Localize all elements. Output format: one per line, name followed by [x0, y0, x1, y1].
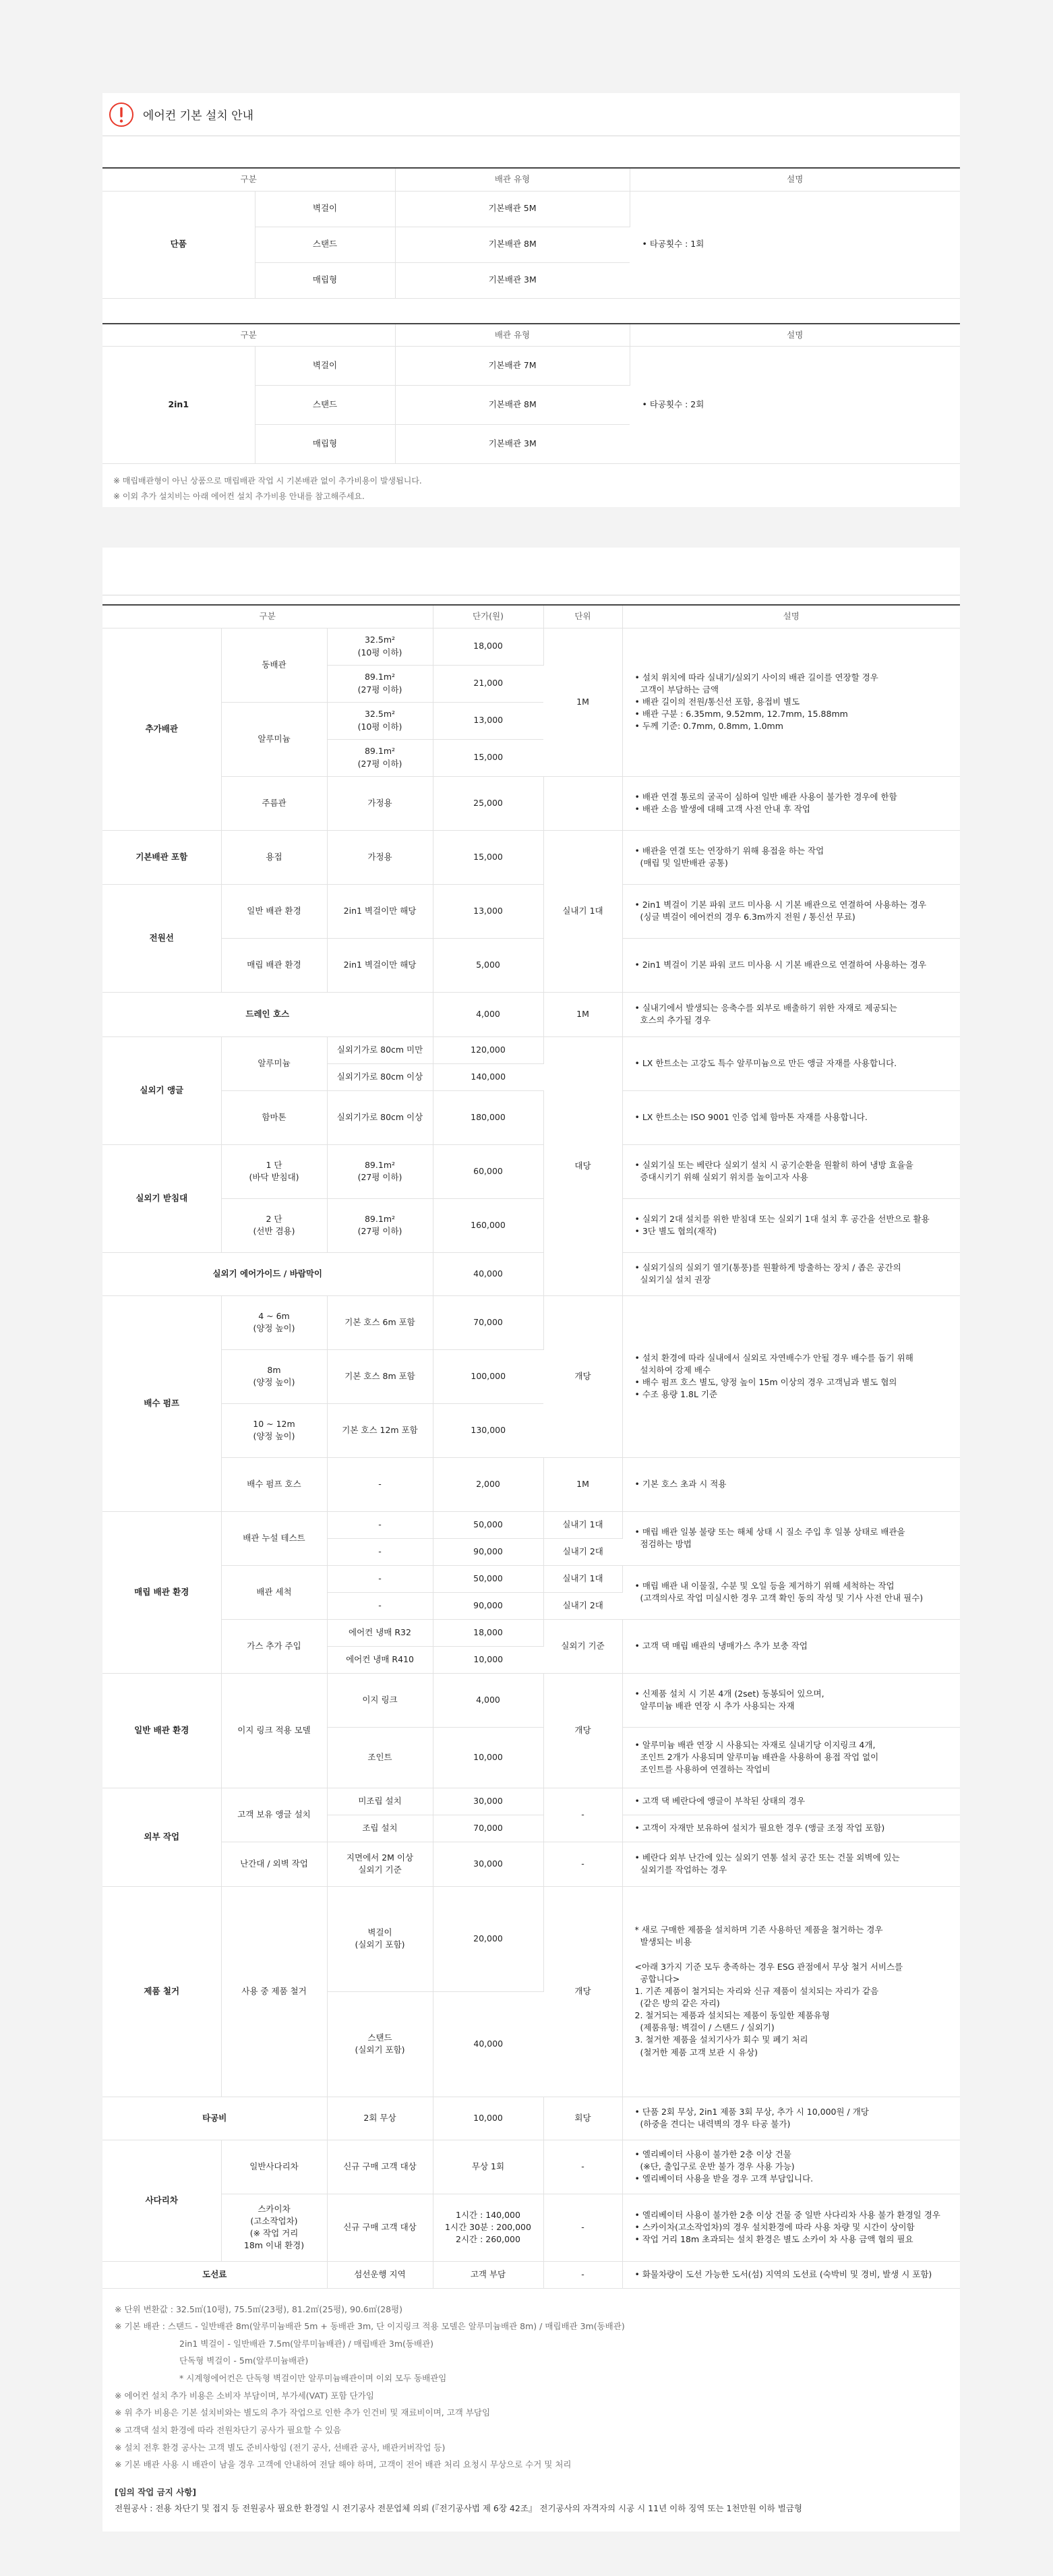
note-line: ※ 위 추가 비용은 기본 설치비와는 별도의 추가 작업으로 인한 추가 인건비 및 재료비이며, 고객 부담임	[115, 2407, 491, 2418]
single-unit-table	[102, 167, 960, 299]
note-line: ※ 에어컨 설치 추가 비용은 소비자 부담이며, 부가세(VAT) 포함 단가임	[115, 2390, 374, 2401]
spec-cell: 기본 호스 8m 포함	[327, 1349, 433, 1403]
desc-cell	[622, 2261, 960, 2288]
desc-line: • 실외기실의 실외기 열기(통풍)를 원활하게 방출하는 장치 / 좁은 공간의 실외기실 설치 권장	[634, 1262, 901, 1285]
price-cell: 50,000	[433, 1511, 543, 1538]
price-cell: 무상 1회	[433, 2140, 543, 2194]
header-category: 구분	[102, 605, 433, 628]
sub-cell: 배관 누설 테스트	[221, 1511, 327, 1565]
desc-cell	[622, 628, 960, 776]
desc-line: • 2in1 벽걸이 기본 파워 코드 미사용 시 기본 배관으로 연결하여 사용하는 경우 (싱글 벽걸이 에어컨의 경우 6.3m까지 전원 / 통신선 무료)	[634, 899, 927, 922]
spec-cell: 2회 무상	[327, 2097, 433, 2140]
unit-cell: -	[543, 1788, 622, 1842]
spec-cell: 에어컨 냉매 R32	[327, 1619, 433, 1646]
desc-line: • 배관 길이의 전원/통신선 포함, 용접비 별도	[634, 696, 800, 707]
unit-cell: 실외기 기준	[543, 1619, 622, 1673]
cat-cell: 도선료	[102, 2261, 327, 2288]
unit-cell: -	[543, 2261, 622, 2288]
cat-cell: 실외기 에어가이드 / 바람막이	[102, 1252, 433, 1295]
desc-cell	[622, 2194, 960, 2261]
sub-cell: 사용 중 제품 철거	[221, 1886, 327, 2097]
cat-cell: 실외기 받침대	[102, 1144, 221, 1252]
header-unit: 단위	[543, 605, 622, 628]
desc-line: • 고객 댁 매립 배관의 냉매가스 추가 보충 작업	[634, 1640, 808, 1651]
spec-cell: 벽걸이 (실외기 포함)	[327, 1886, 433, 1991]
desc-cell: • 타공횟수 : 2회	[630, 347, 960, 464]
cat-cell: 추가배관	[102, 628, 221, 830]
unit-cell: 개당	[543, 1673, 622, 1788]
unit-cell: -	[543, 2194, 622, 2261]
install-basic-card	[102, 93, 960, 507]
desc-line: • 엘리베이터 사용이 불가한 2층 이상 건물 (※단, 출입구로 운반 불가 경우 사용 가능)	[634, 2148, 795, 2171]
cat-cell: 전원선	[102, 884, 221, 992]
pipe-cell: 기본배관 7M	[395, 347, 630, 386]
desc-line: • 실외기실 또는 베란다 실외기 설치 시 공기순환을 원활히 하여 냉방 효율을 증대시키기 위해 실외기 위치를 높이고자 사용	[634, 1159, 913, 1182]
desc-line: • 배관 연결 통로의 굴곡이 심하여 일반 배관 사용이 불가한 경우에 한함	[634, 791, 897, 802]
price-cell: 30,000	[433, 1788, 543, 1815]
price-cell: 100,000	[433, 1349, 543, 1403]
unit-cell: 개당	[543, 1886, 622, 2097]
spec-cell: 89.1m² (27평 이하)	[327, 1198, 433, 1252]
desc-cell	[622, 1886, 960, 2097]
price-cell: 10,000	[433, 2097, 543, 2140]
section-title: 에어컨 기본 설치 안내	[143, 109, 254, 123]
sub-cell: 난간대 / 외벽 작업	[221, 1842, 327, 1886]
desc-line: • 단품 2회 무상, 2in1 제품 3회 무상, 추가 시 10,000원 / 개당 (하중을 견디는 내력벽의 경우 타공 불가)	[634, 2106, 869, 2129]
pipe-cell: 기본배관 3M	[395, 262, 630, 298]
desc-line: • 실내기에서 발생되는 응축수를 외부로 배출하기 위한 자재로 제공되는 호스의 추가될 경우	[634, 1002, 897, 1025]
price-cell: 30,000	[433, 1842, 543, 1886]
price-cell: 2,000	[433, 1457, 543, 1511]
spec-cell: 32.5m² (10평 이하)	[327, 628, 433, 665]
desc-line: * 새로 구매한 제품을 설치하며 기존 사용하던 제품을 철거하는 경우 발생되는 비용	[634, 1925, 883, 1948]
header-pipe-type: 배관 유형	[395, 168, 630, 191]
sub-cell: 함마톤	[221, 1090, 327, 1144]
desc-line: 1. 기존 제품이 철거되는 자리와 신규 제품이 설치되는 자리가 같음 (같은 방의 같은 자리)	[634, 1985, 879, 2009]
twin-unit-table	[102, 323, 960, 465]
prohibited-work-text: 전원공사 : 전용 차단기 및 접지 등 전원공사 필요한 환경일 시 전기공사 전문업체 의뢰 (『전기공사법 제 6장 42조』 전기공사의 자격자의 시공 시 11년 이하 징역 또는 1천만원 이하 벌금형	[115, 2502, 802, 2513]
desc-line: • 엘리베이터 사용을 받을 경우 고객 부담입니다.	[634, 2173, 814, 2184]
note-line: * 시계형에어컨은 단독형 벽걸이만 알루미늄배관이며 이외 모두 동배관임	[179, 2373, 447, 2383]
extra-cost-card	[102, 548, 960, 2531]
spec-cell: 실외기가로 80cm 이상	[327, 1090, 433, 1144]
desc-cell: • 타공횟수 : 1회	[630, 191, 960, 298]
desc-cell	[622, 830, 960, 884]
desc-cell	[622, 992, 960, 1036]
desc-cell	[622, 1565, 960, 1619]
price-cell: 13,000	[433, 702, 543, 739]
price-cell: 4,000	[433, 992, 543, 1036]
desc-line: 2. 철거되는 제품과 설치되는 제품이 동일한 제품유형 (제품유형: 벽걸이 / 스탠드 / 실외기)	[634, 2010, 830, 2033]
desc-cell	[622, 1511, 960, 1565]
sub-cell: 10 ~ 12m (양정 높이)	[221, 1403, 327, 1457]
price-cell: 180,000	[433, 1090, 543, 1144]
sub-cell: 스카이차 (고소작업차) (※ 작업 거리 18m 이내 환경)	[221, 2194, 327, 2261]
desc-line: • 두께 기준: 0.7mm, 0.8mm, 1.0mm	[634, 721, 783, 732]
pipe-cell: 기본배관 3M	[395, 425, 630, 464]
sub-cell: 알루미늄	[221, 702, 327, 776]
price-cell: 160,000	[433, 1198, 543, 1252]
note-line: ※ 단위 변환값 : 32.5㎡(10평), 75.5㎡(23평), 81.2㎡(25평), 90.6㎡(28평)	[115, 2304, 403, 2314]
unit-cell: 실내기 2대	[543, 1538, 622, 1565]
unit-cell: 1M	[543, 992, 622, 1036]
cat-cell: 제품 철거	[102, 1886, 221, 2097]
desc-cell	[622, 1788, 960, 1815]
desc-line: • 작업 거리 18m 초과되는 설치 환경은 별도 소카이 차 사용 금액 협의 필요	[634, 2234, 913, 2245]
price-cell: 15,000	[433, 830, 543, 884]
spec-cell: 2in1 벽걸이만 해당	[327, 938, 433, 992]
desc-cell	[622, 1295, 960, 1457]
cat-cell: 실외기 앵글	[102, 1036, 221, 1144]
unit-cell: 실내기 1대	[543, 1511, 622, 1538]
type-cell: 스탠드	[255, 386, 395, 425]
desc-cell	[622, 1036, 960, 1090]
unit-cell: 회당	[543, 2097, 622, 2140]
sub-cell: 8m (양정 높이)	[221, 1349, 327, 1403]
desc-line: • 알루미늄 배관 연장 시 사용되는 자재로 실내기당 이지링크 4개, 조인트 2개가 사용되며 알루미늄 배관을 사용하여 용접 작업 없이 조인트를 사용하여 연결하는 작업비	[634, 1739, 879, 1775]
spec-cell: -	[327, 1592, 433, 1619]
note-line: ※ 이외 추가 설치비는 아래 에어컨 설치 추가비용 안내를 참고해주세요.	[113, 491, 365, 501]
desc-line: • 고객 댁 베란다에 앵글이 부착된 상태의 경우	[634, 1795, 806, 1806]
type-cell: 스탠드	[255, 227, 395, 262]
desc-line: • LX 한트소는 고강도 특수 알루미늄으로 만든 앵글 자재를 사용합니다.	[634, 1057, 897, 1068]
header-category: 구분	[102, 168, 395, 191]
desc-line: <아래 3가지 기준 모두 충족하는 경우 ESG 관점에서 무상 철거 서비스를 공합니다>	[634, 1961, 903, 1984]
prohibited-work-notice	[102, 2473, 960, 2530]
unit-cell: 1M	[543, 628, 622, 776]
header-description: 설명	[622, 605, 960, 628]
desc-cell	[622, 1842, 960, 1886]
spec-cell: -	[327, 1565, 433, 1592]
price-cell: 18,000	[433, 1619, 543, 1646]
sub-cell: 일반사다리차	[221, 2140, 327, 2194]
prohibited-work-title: [임의 작업 금지 사항]	[115, 2486, 197, 2497]
desc-line: • LX 한트소는 ISO 9001 인증 업체 함마톤 자재를 사용합니다.	[634, 1111, 868, 1122]
spec-cell: 실외기가로 80cm 이상	[327, 1063, 433, 1090]
spec-cell: 미조립 설치	[327, 1788, 433, 1815]
spec-cell: 조인트	[327, 1727, 433, 1788]
spec-cell: 이지 링크	[327, 1673, 433, 1727]
spec-cell: 기본 호스 12m 포함	[327, 1403, 433, 1457]
cat-cell: 타공비	[102, 2097, 327, 2140]
header-description: 설명	[630, 168, 960, 191]
desc-cell	[622, 2097, 960, 2140]
sub-cell: 주름관	[221, 776, 327, 830]
pipe-cell: 기본배관 5M	[395, 191, 630, 227]
note-line: 2in1 벽걸이 - 일반배관 7.5m(알루미늄배관) / 매립배관 3m(동배관)	[179, 2338, 434, 2349]
unit-cell: 실내기 1대	[543, 830, 622, 992]
spec-cell: 가정용	[327, 830, 433, 884]
desc-line: • 엘리베이터 사용이 불가한 2층 이상 건물 중 일반 사다리차 사용 불가 환경일 경우	[634, 2209, 940, 2220]
section1-notes	[102, 464, 960, 522]
desc-line: • 스카이차(고소작업차)의 경우 설치환경에 따라 사용 차량 및 시간이 상이함	[634, 2221, 915, 2232]
warning-icon	[108, 101, 135, 128]
unit-cell: -	[543, 2140, 622, 2194]
price-cell: 25,000	[433, 776, 543, 830]
type-cell: 매립형	[255, 425, 395, 464]
desc-cell	[622, 776, 960, 830]
spec-cell: 실외기가로 80cm 미만	[327, 1036, 433, 1063]
price-cell: 18,000	[433, 628, 543, 665]
unit-cell: 실내기 2대	[543, 1592, 622, 1619]
price-cell: 15,000	[433, 739, 543, 776]
header-price: 단가(원)	[433, 605, 543, 628]
desc-line: • 기본 호스 초과 시 적용	[634, 1478, 727, 1489]
price-cell: 13,000	[433, 884, 543, 938]
spec-cell: -	[327, 1538, 433, 1565]
price-cell: 40,000	[433, 1252, 543, 1295]
unit-cell: 실내기 1대	[543, 1565, 622, 1592]
note-line: ※ 매립배관형이 아닌 상품으로 매립배관 작업 시 기본배관 없이 추가비용이 발생됩니다.	[113, 476, 422, 486]
price-cell: 90,000	[433, 1592, 543, 1619]
sub-cell: 배관 세척	[221, 1565, 327, 1619]
type-cell: 벽걸이	[255, 347, 395, 386]
sub-cell: 4 ~ 6m (양정 높이)	[221, 1295, 327, 1349]
sub-cell: 가스 추가 주입	[221, 1619, 327, 1673]
price-cell: 21,000	[433, 665, 543, 702]
spec-cell: 가정용	[327, 776, 433, 830]
desc-line: • 배수 펌프 호스 별도, 양정 높이 15m 이상의 경우 고객님과 별도 협의	[634, 1377, 897, 1387]
spec-cell: 32.5m² (10평 이하)	[327, 702, 433, 739]
section2-notes	[102, 2289, 960, 2473]
desc-cell	[622, 2140, 960, 2194]
type-cell: 벽걸이	[255, 191, 395, 227]
header-description: 설명	[630, 324, 960, 347]
price-cell: 4,000	[433, 1673, 543, 1727]
unit-cell: 1M	[543, 1457, 622, 1511]
price-cell: 70,000	[433, 1815, 543, 1842]
price-cell: 130,000	[433, 1403, 543, 1457]
note-line: ※ 고객댁 설치 환경에 따라 전원차단기 공사가 필요할 수 있음	[115, 2424, 342, 2435]
spec-cell: -	[327, 1457, 433, 1511]
spec-cell: 89.1m² (27평 이하)	[327, 739, 433, 776]
cat-cell: 외부 작업	[102, 1788, 221, 1886]
group-label: 2in1	[102, 347, 255, 464]
header-pipe-type: 배관 유형	[395, 324, 630, 347]
sub-cell: 배수 펌프 호스	[221, 1457, 327, 1511]
cat-cell: 사다리차	[102, 2140, 221, 2261]
spec-cell: 섬선운행 지역	[327, 2261, 433, 2288]
note-line: 단독형 벽걸이 - 5m(알루미늄배관)	[179, 2355, 309, 2366]
spec-cell: 조립 설치	[327, 1815, 433, 1842]
desc-line: • 고객이 자재만 보유하여 설치가 필요한 경우 (앵글 조정 작업 포함)	[634, 1822, 885, 1833]
pipe-cell: 기본배관 8M	[395, 227, 630, 262]
price-cell: 10,000	[433, 1727, 543, 1788]
desc-line: • 배관을 연결 또는 연장하기 위해 용접을 하는 작업 (매립 및 일반배관 공통)	[634, 845, 824, 868]
section-title-bar	[102, 93, 960, 136]
desc-line: • 실외기 2대 설치를 위한 받침대 또는 실외기 1대 설치 후 공간을 선반으로 활용	[634, 1213, 930, 1224]
note-line: ※ 기본 배관 : 스탠드 - 일반배관 8m(알루미늄배관 5m + 동배관 3m, 단 이지링크 적용 모델은 알루미늄배관 8m) / 매립배관 3m(동배관)	[115, 2321, 625, 2332]
price-cell: 70,000	[433, 1295, 543, 1349]
desc-line	[635, 1949, 951, 1961]
desc-cell	[622, 1457, 960, 1511]
spec-cell: 2in1 벽걸이만 해당	[327, 884, 433, 938]
sub-cell: 1 단 (바닥 받침대)	[221, 1144, 327, 1198]
price-cell: 60,000	[433, 1144, 543, 1198]
price-cell: 5,000	[433, 938, 543, 992]
spec-cell: 에어컨 냉매 R410	[327, 1646, 433, 1673]
desc-cell	[622, 884, 960, 938]
unit-cell: -	[543, 1842, 622, 1886]
cat-cell: 매립 배관 환경	[102, 1511, 221, 1673]
sub-cell: 알루미늄	[221, 1036, 327, 1090]
header-category: 구분	[102, 324, 395, 347]
price-cell: 10,000	[433, 1646, 543, 1673]
desc-line: • 화물차량이 도선 가능한 도서(섬) 지역의 도선료 (숙박비 및 경비, 발생 시 포함)	[634, 2268, 932, 2279]
sub-cell: 용접	[221, 830, 327, 884]
desc-line: • 배관 구분 : 6.35mm, 9.52mm, 12.7mm, 15.88mm	[634, 709, 848, 720]
desc-cell	[622, 1673, 960, 1727]
note-line: ※ 설치 전후 환경 공사는 고객 별도 준비사항임 (전기 공사, 선배관 공사, 배관커버작업 등)	[115, 2442, 446, 2453]
unit-cell	[543, 776, 622, 830]
desc-line: • 신제품 설치 시 기본 4개 (2set) 동봉되어 있으며, 알루미늄 배관 연장 시 추가 사용되는 자재	[634, 1688, 824, 1711]
note-line: ※ 기본 배관 사용 시 배관이 남을 경우 고객에 안내하여 전달 해야 하며, 고객이 전어 배관 처리 요청시 무상으로 수거 및 처리	[115, 2459, 572, 2470]
spec-cell: -	[327, 1511, 433, 1538]
desc-line: • 2in1 벽걸이 기본 파워 코드 미사용 시 기본 배관으로 연결하여 사용하는 경우	[634, 959, 927, 970]
desc-cell	[622, 938, 960, 992]
sub-cell: 이지 링크 적용 모델	[221, 1673, 327, 1788]
spec-cell: 지면에서 2M 이상 실외기 기준	[327, 1842, 433, 1886]
unit-cell: 대당	[543, 1036, 622, 1295]
desc-line: • 3단 별도 협의(재작)	[634, 1226, 717, 1236]
spec-cell: 89.1m² (27평 이하)	[327, 665, 433, 702]
desc-line: 3. 철거한 제품을 설치기사가 회수 및 폐기 처리 (철거한 제품 고객 보관 시 유상)	[634, 2035, 808, 2057]
desc-line: • 매립 배관 내 이물질, 수분 및 오일 등을 제거하기 위해 세척하는 작업 (고객의사로 작업 미실시한 경우 고객 확인 동의 작성 및 기사 사전 안내 필수)	[634, 1580, 924, 1603]
price-cell: 120,000	[433, 1036, 543, 1063]
spec-cell: 89.1m² (27평 이하)	[327, 1144, 433, 1198]
desc-cell	[622, 1815, 960, 1842]
type-cell: 매립형	[255, 262, 395, 298]
extra-cost-table	[102, 604, 960, 2289]
price-cell: 90,000	[433, 1538, 543, 1565]
desc-line: • 매립 배관 일봉 불량 또는 해체 상태 시 질소 주입 후 일봉 상태로 배관을 점검하는 방법	[634, 1526, 905, 1549]
desc-line: • 베란다 외부 난간에 있는 실외기 연통 설치 공간 또는 건물 외벽에 있는 실외기를 작업하는 경우	[634, 1852, 900, 1875]
sub-cell: 매립 배관 환경	[221, 938, 327, 992]
pipe-cell: 기본배관 8M	[395, 386, 630, 425]
sub-cell: 2 단 (선반 겸용)	[221, 1198, 327, 1252]
price-cell: 20,000	[433, 1886, 543, 1991]
price-cell: 50,000	[433, 1565, 543, 1592]
cat-cell: 기본배관 포함	[102, 830, 221, 884]
price-cell: 40,000	[433, 1991, 543, 2097]
spec-cell: 신규 구매 고객 대상	[327, 2194, 433, 2261]
cat-cell: 일반 배관 환경	[102, 1673, 221, 1788]
extra-cost-title-bar	[102, 548, 960, 595]
unit-cell: 개당	[543, 1295, 622, 1457]
desc-line: • 설치 환경에 따라 실내에서 실외로 자연배수가 안될 경우 배수를 돕기 위해 설치하여 강제 배수	[634, 1352, 913, 1375]
spec-cell: 신규 구매 고객 대상	[327, 2140, 433, 2194]
spec-cell: 스탠드 (실외기 포함)	[327, 1991, 433, 2097]
desc-cell	[622, 1252, 960, 1295]
desc-cell	[622, 1090, 960, 1144]
desc-line: • 설치 위치에 따라 실내기/실외기 사이의 배관 길이를 연장할 경우 고객이 부담하는 금액	[634, 672, 878, 695]
cat-cell: 배수 펌프	[102, 1295, 221, 1511]
price-cell: 140,000	[433, 1063, 543, 1090]
desc-cell	[622, 1727, 960, 1788]
desc-cell	[622, 1619, 960, 1673]
group-label: 단품	[102, 191, 255, 298]
sub-cell: 고객 보유 앵글 설치	[221, 1788, 327, 1842]
price-cell: 고객 부담	[433, 2261, 543, 2288]
sub-cell: 동배관	[221, 628, 327, 702]
desc-line: • 수조 용량 1.8L 기준	[634, 1389, 718, 1400]
desc-line: • 배관 소음 발생에 대해 고객 사전 안내 후 작업	[634, 804, 810, 814]
sub-cell: 일반 배관 환경	[221, 884, 327, 938]
desc-cell	[622, 1198, 960, 1252]
desc-cell	[622, 1144, 960, 1198]
cat-cell: 드레인 호스	[102, 992, 433, 1036]
spec-cell: 기본 호스 6m 포함	[327, 1295, 433, 1349]
price-cell: 1시간 : 140,000 1시간 30분 : 200,000 2시간 : 260,000	[433, 2194, 543, 2261]
